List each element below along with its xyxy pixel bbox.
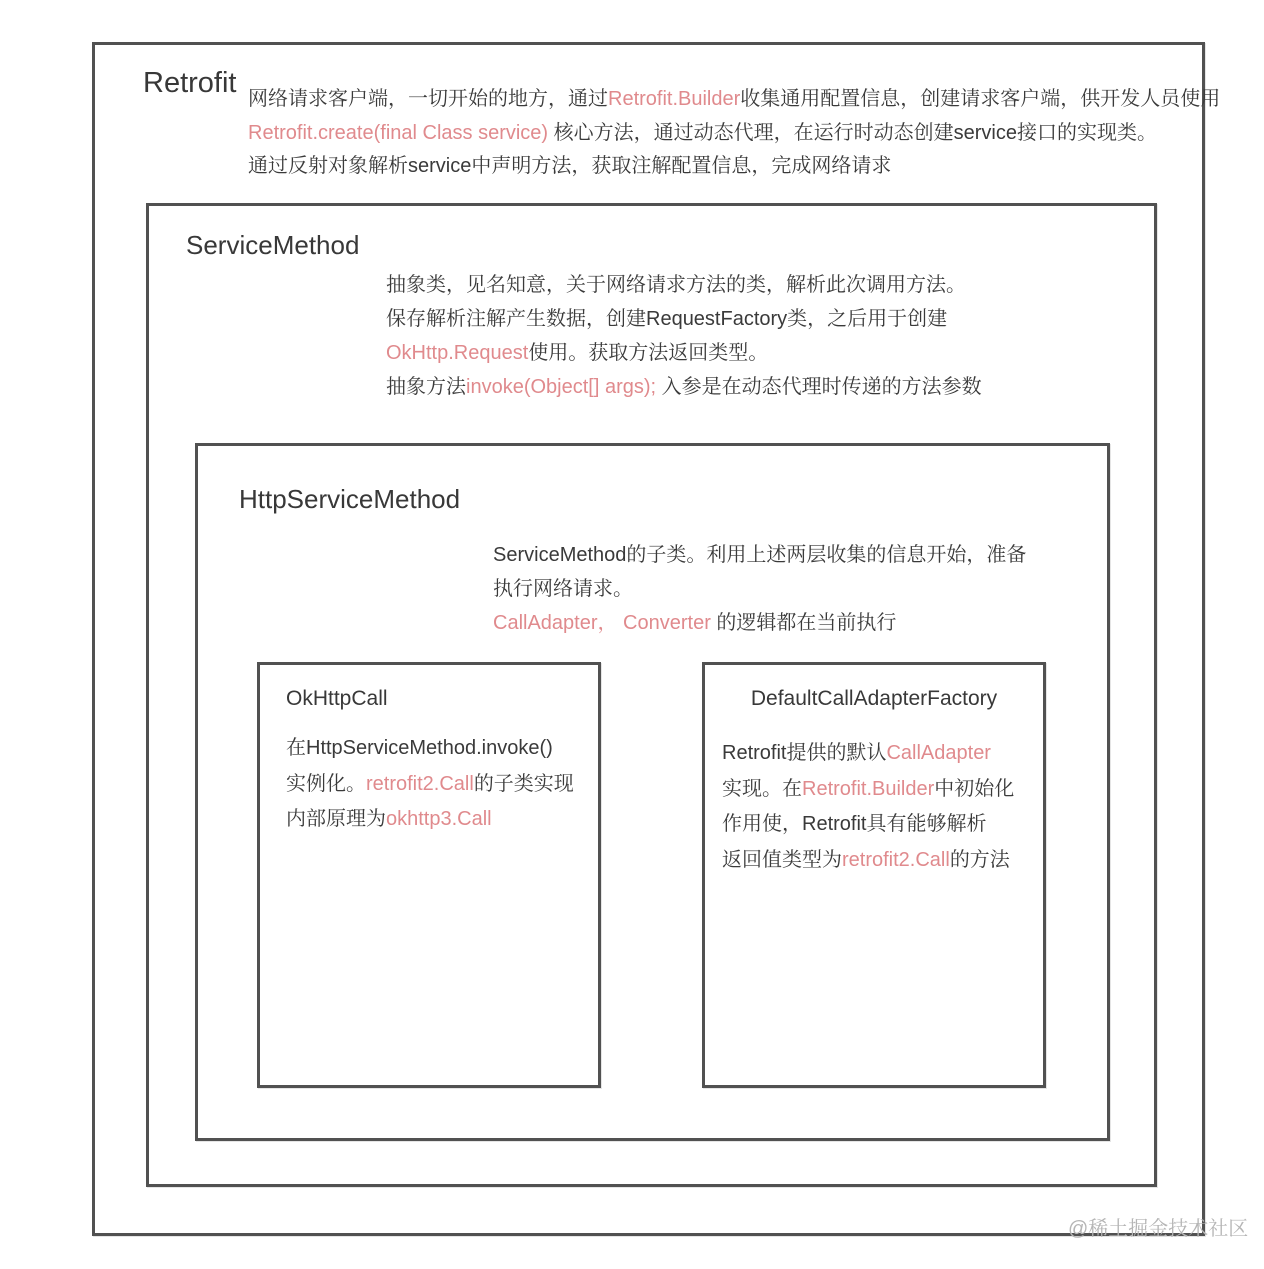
dcaf-description-line: 作用使，Retrofit具有能够解析	[722, 813, 987, 835]
okhttp-call-description-line: 实例化。retrofit2.Call的子类实现	[286, 772, 574, 795]
default-call-adapter-factory-description	[722, 736, 1014, 878]
service-method-description-line: 抽象类，见名知意，关于网络请求方法的类，解析此次调用方法。	[386, 274, 966, 296]
http-service-method-description-line: CallAdapter， Converter 的逻辑都在当前执行	[493, 612, 897, 634]
http-service-method-box	[195, 443, 1110, 1141]
service-method-box	[146, 203, 1157, 1187]
retrofit-description-line: Retrofit.create(final Class service) 核心方法，通过动态代理，在运行时动态创建service接口的实现类。	[248, 121, 1157, 144]
dcaf-description-line: Retrofit提供的默认CallAdapter	[722, 742, 991, 764]
retrofit-box-title: Retrofit	[143, 67, 237, 99]
default-call-adapter-factory-box-title: DefaultCallAdapterFactory	[750, 687, 998, 710]
default-call-adapter-factory-box	[702, 662, 1046, 1088]
service-method-description	[386, 268, 982, 404]
retrofit-box	[92, 42, 1221, 1236]
retrofit-description-line: 网络请求客户端，一切开始的地方，通过Retrofit.Builder收集通用配置信息，创建请求客户端，供开发人员使用	[248, 88, 1221, 110]
service-method-description-line: OkHttp.Request使用。获取方法返回类型。	[386, 342, 769, 364]
dcaf-description-line: 实现。在Retrofit.Builder中初始化	[722, 777, 1015, 800]
okhttp-call-box	[257, 662, 601, 1088]
http-service-method-box-title: HttpServiceMethod	[239, 484, 461, 514]
http-service-method-description-line: ServiceMethod的子类。利用上述两层收集的信息开始，准备	[493, 544, 1027, 566]
okhttp-call-box-title: OkHttpCall	[286, 687, 388, 710]
okhttp-call-description	[286, 731, 574, 838]
dcaf-description-line: 返回值类型为retrofit2.Call的方法	[722, 848, 1010, 871]
service-method-description-line: 保存解析注解产生数据，创建RequestFactory类，之后用于创建	[386, 308, 948, 330]
retrofit-description-line: 通过反射对象解析service中声明方法，获取注解配置信息，完成网络请求	[248, 155, 892, 177]
okhttp-call-description-line: 内部原理为okhttp3.Call	[286, 808, 492, 830]
service-method-box-title: ServiceMethod	[186, 230, 360, 260]
okhttp-call-description-line: 在HttpServiceMethod.invoke()	[286, 737, 553, 759]
retrofit-description	[248, 83, 1220, 184]
juejin-watermark: @稀土掘金技术社区	[1068, 1218, 1249, 1240]
http-service-method-description-line: 执行网络请求。	[493, 578, 633, 600]
http-service-method-description	[493, 538, 1026, 640]
service-method-description-line: 抽象方法invoke(Object[] args); 入参是在动态代理时传递的方法参数	[386, 376, 982, 398]
